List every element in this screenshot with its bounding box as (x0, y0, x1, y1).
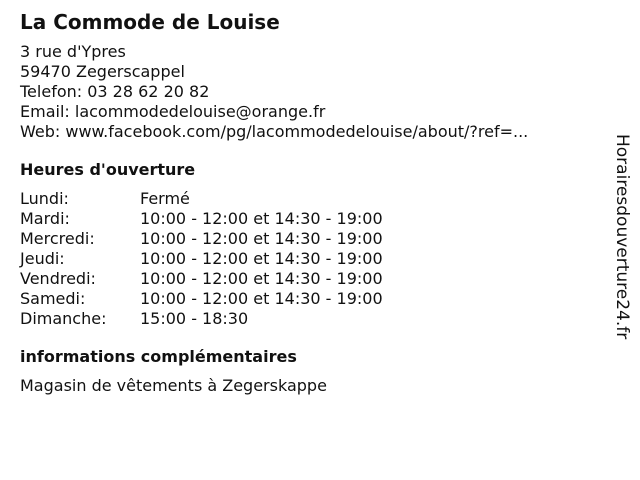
hours-time: 10:00 - 12:00 et 14:30 - 19:00 (140, 249, 383, 268)
hours-time: 10:00 - 12:00 et 14:30 - 19:00 (140, 209, 383, 228)
web-label: Web: (20, 122, 66, 141)
email-line (20, 102, 600, 122)
hours-row-jeudi (20, 249, 383, 269)
address-street: 3 rue d'Ypres (20, 42, 126, 61)
business-name: La Commode de Louise (20, 10, 280, 34)
web-link[interactable]: www.facebook.com/pg/lacommodedelouise/about/?ref=... (65, 122, 529, 141)
hours-time: 10:00 - 12:00 et 14:30 - 19:00 (140, 229, 383, 248)
hours-row-dimanche (20, 309, 383, 329)
hours-day: Vendredi: (20, 269, 96, 288)
business-card (20, 8, 600, 396)
web-line (20, 122, 600, 142)
hours-time: 10:00 - 12:00 et 14:30 - 19:00 (140, 289, 383, 308)
site-brand-vertical: Horairesdouverture24.fr (612, 134, 632, 340)
address-city: 59470 Zegerscappel (20, 62, 185, 81)
phone-number[interactable]: Telefon: 03 28 62 20 82 (20, 82, 210, 101)
hours-day: Dimanche: (20, 309, 107, 328)
hours-row-lundi (20, 189, 383, 209)
hours-time: 10:00 - 12:00 et 14:30 - 19:00 (140, 269, 383, 288)
hours-day: Mardi: (20, 209, 70, 228)
hours-day: Lundi: (20, 189, 69, 208)
hours-row-mardi (20, 209, 383, 229)
additional-info-heading: informations complémentaires (20, 347, 297, 366)
additional-info-text: Magasin de vêtements à Zegerskappe (20, 376, 327, 395)
hours-row-mercredi (20, 229, 383, 249)
hours-row-vendredi (20, 269, 383, 289)
hours-time: Fermé (140, 189, 190, 208)
hours-day: Samedi: (20, 289, 86, 308)
hours-row-samedi (20, 289, 383, 309)
email-link[interactable]: lacommodedelouise@orange.fr (74, 102, 326, 121)
hours-day: Mercredi: (20, 229, 95, 248)
email-label: Email: (20, 102, 75, 121)
hours-day: Jeudi: (20, 249, 65, 268)
hours-time: 15:00 - 18:30 (140, 309, 249, 328)
opening-hours-heading: Heures d'ouverture (20, 160, 196, 179)
opening-hours-table (20, 189, 383, 329)
